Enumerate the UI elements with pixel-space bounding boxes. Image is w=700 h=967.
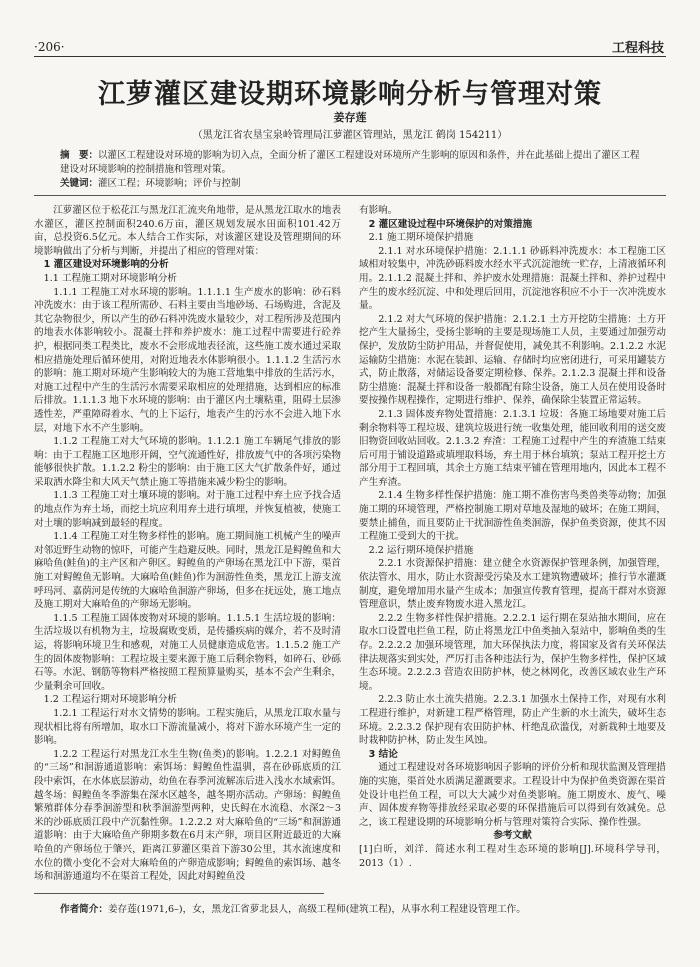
paragraph: 2.2.1 水资源保护措施：建立健全水资源保护管理条例，加强管理，依法管水、用水，防止水资源受污染及水工建筑物遭破坏；推行节水灌溉制度，避免增加用水量产生成本；加强宣传教育管理，提高干群对水资源管理意识，禁止废弃物废水进入黑龙江。 [359,558,666,611]
subsection-heading: 2.1 施工期环境保护措施 [368,232,474,244]
paragraph: 2.1.2 对大气环境的保护措施：2.1.2.1 土方开挖防尘措施：土方开挖产生大量扬尘，受扬尘影响的主要是现场施工人员，主要通过加强劳动保护，发放防尘防护用品，并督促使用，减免其不利影响。2.1.2.2 水泥运输防尘措施：水泥在装卸、运输、存储时均应密闭进行，可采用罐装方式，防止散落，对储运设备要定期检修、保养。2.1.2.3 混凝土拌和设备防尘措施：混凝土拌和设备一般都配有除尘设备，施工人员在使用设备时要按操作规程操作，定期进行维护、保养，确保除尘装置正常运转。 [359,313,666,407]
references-heading: 参考文献 [493,830,532,842]
abstract [60,149,640,177]
subsection-heading: 1.1 工程施工期对环境影响分析 [43,272,178,284]
reference-item: [1]白昕，刘洋．简述水利工程对生态环境的影响[J].环境科学导刊，2013（1）. [359,843,666,869]
paper-title: 江萝灌区建设期环境影响分析与管理对策 [98,79,602,110]
footnote-divider [34,893,324,894]
paragraph: 2.2.2 生物多样性保护措施。2.2.2.1 运行期在泵站抽水期间，应在取水口设置电拦鱼工程，防止将黑龙江中鱼类抽入泵站中，影响鱼类的生存。2.2.2.2 加强环境管理，加大环保执法力度，将国家及省有关环保法律法规落实到实处，严厉打击各种违法行为，保护生物多样性，保护区域生态环境。2.2.2.3 营造农田防护林，使之林网化，改善区域农业生产环境。 [359,612,666,692]
abstract-text: 以灌区工程建设对环境的影响为切入点，全面分析了灌区工程建设对环境所产生影响的原因和条件，并在此基础上提出了灌区工程建设对环境影响的控制措施和管理对策。 [60,150,640,175]
paragraph: 1.2.2 工程运行对黑龙江水生生物(鱼类)的影响。1.2.2.1 对鲟鳇鱼的“三场”和洄游通道影响：索饵场：鲟鳇鱼性温驯，喜在砂砾底质的江段中索饵，在水体底层游动，幼鱼在春季河流解冻后进入浅水水域索饵。越冬场：鲟鳇鱼冬季游集在深水区越冬，越冬期亦活动。产卵场：鲟鳇鱼繁殖群体分春季洄游型和秋季洄游型两种，史氏鲟在水流稳、水深2～3米的沙砾底质江段中产沉黏性卵。1.2.2.2 对大麻哈鱼的“三场”和洄游通道影响：由于大麻哈鱼产卵期多数在6月末产卵，项目区附近最近的大麻哈鱼的产卵场位于肇兴，距离江萝灌区渠首下游30公里，其水流速度和水位的微小变化不会对大麻哈鱼的产卵造成影响；鲟鳇鱼的索饵场、越冬场和洄游通道均不在渠首工程处，因此对鲟鳇鱼没 [34,748,341,883]
paragraph: 2.1.4 生物多样性保护措施：施工期不准伤害鸟类兽类等动物；加强施工期的环境管理，严格控制施工期对草地及湿地的破坏；在施工期间，要禁止捕鱼，而且要防止干扰洄游性鱼类洄游，保护鱼类资源，使其不因工程施工受到大的干扰。 [359,490,666,543]
paragraph: 1.1.5 工程施工固体废物对环境的影响。1.1.5.1 生活垃圾的影响：生活垃圾以有机物为主，垃圾腐败变质，是传播疾病的媒介，若不及时清运，将影响环境卫生和感观，对施工人员健康造成危害。1.1.5.2 施工产生的固体废物影响：工程垃圾主要来源于施工后剩余物料，如碎石、砂砾石等。水泥、钢筋等物料严格按照工程预算量购买，基本不会产生剩余，少量剩余可回收。 [34,612,341,692]
section-heading: 1 灌区建设对环境影响的分析 [43,259,169,271]
paragraph: 2.1.3 固体废弃物处置措施：2.1.3.1 垃圾：各施工场地要对施工后剩余物料等工程垃圾、建筑垃圾进行统一收集处理，能回收利用的送交废旧物资回收站回收。2.1.3.2 弃渣：工程施工过程中产生的弃渣施工结束后可用于铺设道路或填埋取料场，弃土用于林台填筑；泵站工程开挖土方部分用于工程回填，其余土方施工结束平铺在管理用地内，因此本工程不产生弃渣。 [359,408,666,488]
journal-name: 工程科技 [611,41,664,56]
author-affiliation: （黑龙江省农垦宝泉岭管理局江萝灌区管理站，黑龙江 鹤岗 154211） [192,130,508,141]
paragraph-continued: 有影响。 [359,205,398,216]
author-name: 姜存莲 [333,111,367,124]
section-heading: 2 灌区建设过程中环境保护的对策措施 [368,218,533,230]
subsection-heading: 2.2 运行期环境保护措施 [368,544,474,556]
paragraph: 通过工程建设对各环境影响因子影响的评价分析和现状监测及管理措施的实施，渠首处水质满足灌溉要求。工程设计中为保护鱼类资源在渠首处设计电拦鱼工程，可以大大减少对鱼类影响。施工期废水、废气、噪声、固体废弃物等排放经采取必要的环保措施后可以得到有效减免。总之，该工程建设期的环境影响分析与管理对策符合实际、操作性强。 [359,762,666,828]
right-column [359,204,666,870]
keywords-text: 灌区工程；环境影响；评价与控制 [98,178,241,189]
paragraph: 2.1.1 对水环境保护措施：2.1.1.1 砂砾料冲洗废水：本工程施工区域相对较集中，冲洗砂砾料废水经水平式沉淀池统一贮存，上清液循环利用。2.1.1.2 混凝土拌和、养护废水处理措施：混凝土拌和、养护过程中产生的废水经沉淀、中和处理后回用，沉淀池容积应不小于一次冲洗废水量。 [359,245,666,312]
paragraph: 1.2.1 工程运行对水文情势的影响。工程实施后，从黑龙江取水量与现状相比将有所增加，取水口下游流量减小，将对下游水环境产生一定的影响。 [34,707,341,747]
author-bio-footnote [60,901,666,915]
header-divider [34,56,666,57]
abstract-divider [34,195,666,196]
keywords [60,177,640,191]
abstract-label: 摘 要： [60,150,99,161]
section-heading: 3 结论 [368,748,398,760]
paragraph: 江萝灌区位于松花江与黑龙江汇流夹角地带，是从黑龙江取水的地表水灌区，灌区控制面积240.6万亩，灌区规划发展水田面积101.42万亩，总投资6.5亿元。本人结合工作实际，对该灌区建设及管理期间的环境影响做出了分析与判断，并提出了相应的管理对策： [34,205,341,257]
paragraph: 1.1.1 工程施工对水环境的影响。1.1.1.1 生产废水的影响：砂石料冲洗废水：由于该工程所需砂、石料主要由当地砂场、石场购进，含泥及其它杂物很少，所以产生的砂石料冲洗废水量较少，对工程所涉及范围内的地表水体影响较小。混凝土拌和养护废水：施工过程中需要进行砼养护，根据同类工程类比，废水不会形成地表径流，这些施工废水通过采取相应措施处理后循环使用，对附近地表水体影响很小。1.1.1.2 生活污水的影响：施工期对环境产生影响较大的为施工营地集中排放的生活污水，对施工过程中产生的生活污水需要采取相应的处理措施，达到相应的标准后排放。1.1.1.3 地下水环境的影响：由于灌区内土壤粘重，阻碍土层渗透性差，严重障碍着水、气的上下运行，地表产生的污水不会进入地下水层，对地下水不产生影响。 [34,286,341,434]
left-column [34,204,341,884]
paragraph: 1.1.4 工程施工对生物多样性的影响。施工期间施工机械产生的噪声对邻近野生动物的惊吓，可能产生趋避反映。同时，黑龙江是鲟鳇鱼和大麻哈鱼(鲑鱼)的主产区和产卵区。鲟鳇鱼的产卵场在黑龙江中下游，渠首施工对鲟鳇鱼无影响。大麻哈鱼(鲑鱼)作为洄游性鱼类，黑龙江上游支流呼玛河、嘉荫河是传统的大麻哈鱼洄游产卵场，但多在抚远处，施工地点及施工期对大麻哈鱼的产卵场无影响。 [34,531,341,611]
page-number: ·206· [34,40,65,54]
keywords-label: 关键词： [60,178,99,189]
paragraph: 2.2.3 防止水土流失措施。2.2.3.1 加强水土保持工作，对现有水利工程进行维护，对新建工程严格管理，防止产生新的水土流失，破坏生态环境。2.2.3.2 保护现有农田防护林、杆绝乱砍滥伐，对新栽种土地要及时栽种防护林，防止发生风蚀。 [359,694,666,747]
footnote-label: 作者简介： [60,904,108,915]
subsection-heading: 1.2 工程运行期对环境影响分析 [43,694,178,706]
paragraph: 1.1.3 工程施工对土壤环境的影响。对于施工过程中弃土应予找合适的地点作为弃土场，而挖土坑应利用弃土进行填埋，并恢复植被，使施工对土壤的影响减到最轻的程度。 [34,490,341,529]
paragraph: 1.1.2 工程施工对大气环境的影响。1.1.2.1 施工车辆尾气排放的影响：由于工程施工区地形开阔，空气流通性好，排放废气中的各项污染物能够很快扩散。1.1.2.2 粉尘的影响：由于施工区大气扩散条件好，通过采取洒水降尘和大风天气禁止施工等措施来减少粉尘的影响。 [34,436,341,488]
footnote-text: 姜存莲(1971,6–)，女，黑龙江省萝北县人，高级工程师(建筑工程)，从事水利工程建设管理工作。 [107,904,526,915]
